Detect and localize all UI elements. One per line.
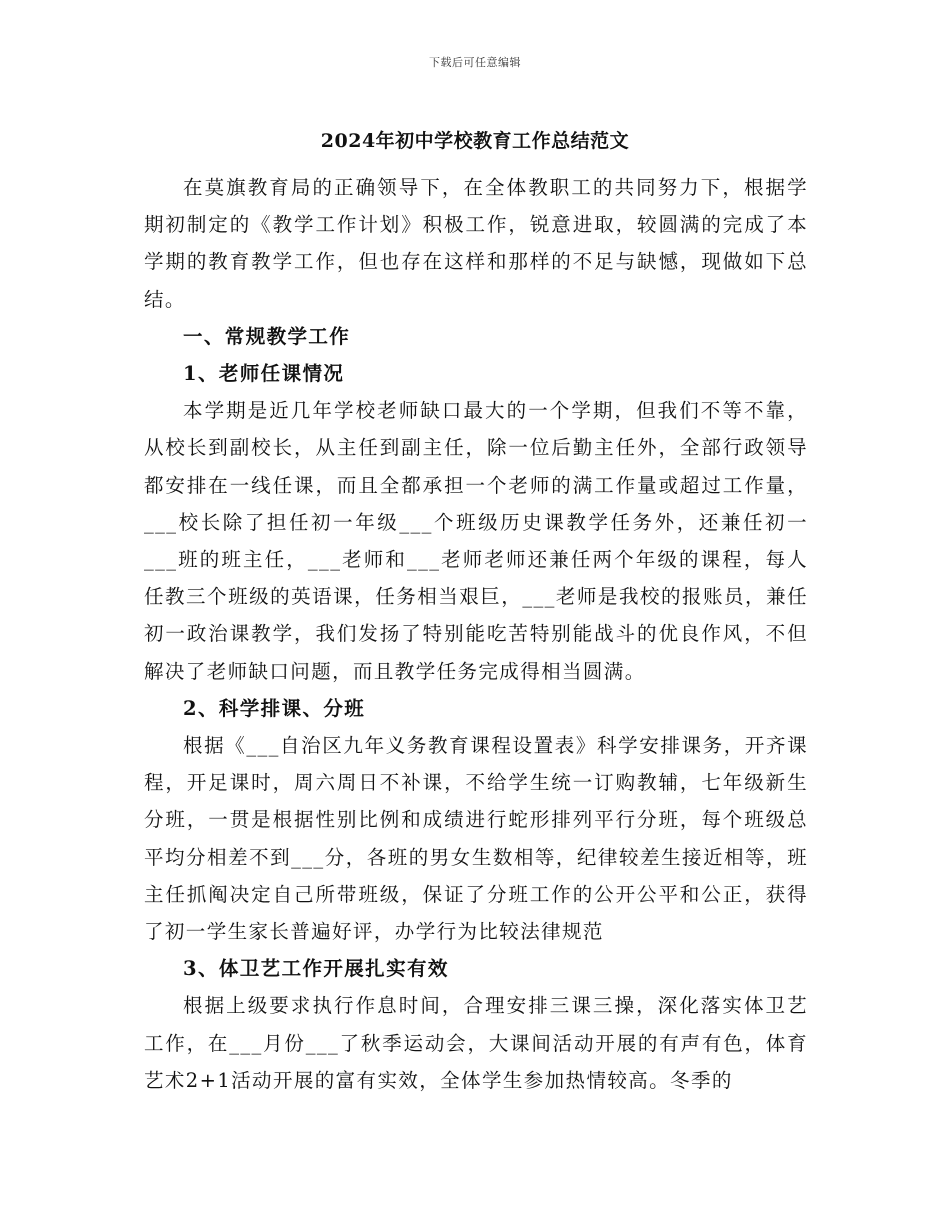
document-body: [144, 169, 808, 1099]
subsection-1-paragraph: 本学期是近几年学校老师缺口最大的一个学期，但我们不等不靠，从校长到副校长，从主任到副主任，除一位后勤主任外，全部行政领导都安排在一线任课，而且全都承担一个老师的满工作量或超过工作量，___校长除了担任初一年级___个班级历史课教学任务外，还兼任初一___班的班主任，___老师和___老师老师还兼任两个年级的课程，每人任教三个班级的英语课，任务相当艰巨，___老师是我校的报账员，兼任初一政治课教学，我们发扬了特别能吃苦特别能战斗的优良作风，不但解决了老师缺口问题，而且教学任务完成得相当圆满。: [144, 399, 808, 683]
intro-paragraph: 在莫旗教育局的正确领导下，在全体教职工的共同努力下，根据学期初制定的《教学工作计划》积极工作，锐意进取，较圆满的完成了本学期的教育教学工作，但也存在这样和那样的不足与缺憾，现做如下总结。: [144, 176, 808, 311]
subsection-2-paragraph: 根据《___自治区九年义务教育课程设置表》科学安排课务，开齐课程，开足课时，周六周日不补课，不给学生统一订购教辅，七年级新生分班，一贯是根据性别比例和成绩进行蛇形排列平行分班，每个班级总平均分相差不到___分，各班的男女生数相等，纪律较差生接近相等，班主任抓阄决定自己所带班级，保证了分班工作的公开公平和公正，获得了初一学生家长普遍好评，办学行为比较法律规范: [144, 734, 808, 944]
document-title: 2024年初中学校教育工作总结范文: [320, 130, 630, 152]
section-1-heading: 一、常规教学工作: [183, 324, 351, 348]
subsection-3-paragraph: 根据上级要求执行作息时间，合理安排三课三操，深化落实体卫艺工作，在___月份___了秋季运动会，大课间活动开展的有声有色，体育艺术2+1活动开展的富有实效，全体学生参加热情较高。冬季的: [144, 994, 808, 1092]
subsection-3-heading: 3、体卫艺工作开展扎实有效: [183, 957, 449, 981]
subsection-2-heading: 2、科学排课、分班: [183, 696, 366, 720]
header-note: 下载后可任意编辑: [429, 56, 521, 69]
subsection-1-heading: 1、老师任课情况: [183, 362, 345, 386]
